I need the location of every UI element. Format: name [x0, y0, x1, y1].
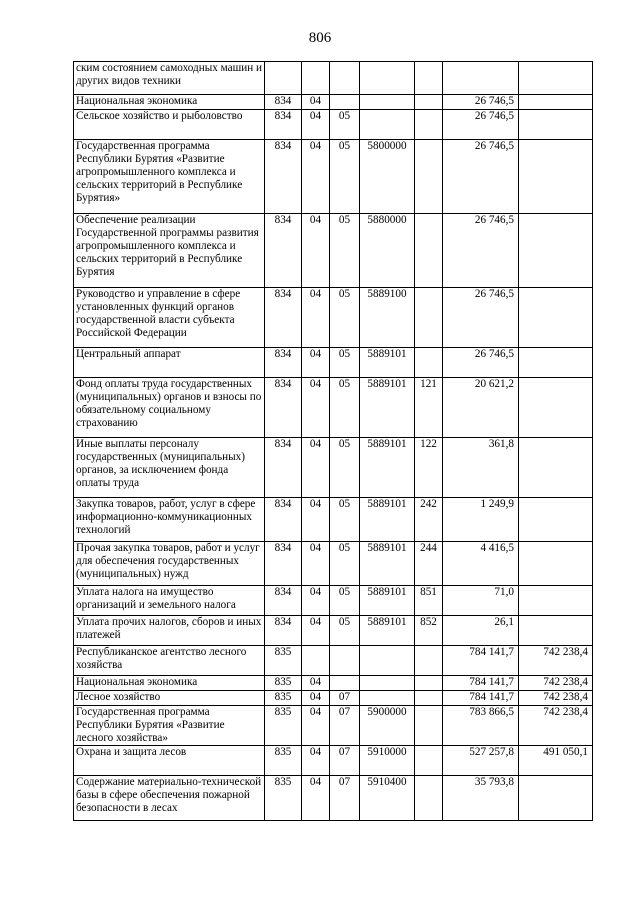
- cell-pr: 05: [330, 498, 360, 542]
- cell-sum-2: [519, 110, 593, 140]
- cell-rz: 04: [302, 288, 330, 348]
- table-row: [74, 646, 593, 676]
- cell-vr: [415, 746, 443, 776]
- cell-sum-2: 742 238,4: [519, 691, 593, 706]
- cell-ved: 835: [265, 691, 302, 706]
- cell-vr: 851: [415, 586, 443, 616]
- cell-name: Республиканское агентство лесного хозяйства: [74, 646, 265, 676]
- cell-vr: [415, 140, 443, 214]
- cell-name: Центральный аппарат: [74, 348, 265, 378]
- cell-ved: 835: [265, 706, 302, 746]
- cell-rz: 04: [302, 498, 330, 542]
- cell-rz: [302, 646, 330, 676]
- cell-ved: 835: [265, 676, 302, 691]
- cell-rz: 04: [302, 140, 330, 214]
- cell-ved: 834: [265, 498, 302, 542]
- cell-sum-2: 491 050,1: [519, 746, 593, 776]
- cell-ved: 834: [265, 214, 302, 288]
- cell-vr: [415, 348, 443, 378]
- cell-sum-2: [519, 95, 593, 110]
- cell-ved: 834: [265, 616, 302, 646]
- cell-vr: 242: [415, 498, 443, 542]
- table-row: [74, 62, 593, 95]
- cell-ved: 834: [265, 542, 302, 586]
- table-row: [74, 691, 593, 706]
- cell-sum-2: [519, 776, 593, 821]
- cell-sum-1: 26 746,5: [443, 348, 519, 378]
- cell-pr: 05: [330, 214, 360, 288]
- cell-csr: [360, 676, 415, 691]
- cell-rz: 04: [302, 676, 330, 691]
- cell-vr: 121: [415, 378, 443, 438]
- cell-rz: 04: [302, 586, 330, 616]
- cell-sum-2: [519, 62, 593, 95]
- cell-pr: 05: [330, 438, 360, 498]
- cell-vr: 852: [415, 616, 443, 646]
- cell-pr: 05: [330, 542, 360, 586]
- cell-csr: 5889101: [360, 438, 415, 498]
- cell-ved: 835: [265, 776, 302, 821]
- cell-pr: 05: [330, 140, 360, 214]
- cell-ved: 835: [265, 746, 302, 776]
- cell-csr: 5800000: [360, 140, 415, 214]
- cell-csr: 5889101: [360, 586, 415, 616]
- cell-pr: 05: [330, 348, 360, 378]
- cell-pr: 07: [330, 691, 360, 706]
- cell-csr: 5889101: [360, 542, 415, 586]
- cell-rz: 04: [302, 95, 330, 110]
- cell-csr: 5889101: [360, 616, 415, 646]
- cell-ved: 834: [265, 110, 302, 140]
- cell-name: Прочая закупка товаров, работ и услуг для обеспечения государственных (муниципальных) нужд: [74, 542, 265, 586]
- table-row: [74, 95, 593, 110]
- cell-rz: 04: [302, 542, 330, 586]
- cell-pr: [330, 95, 360, 110]
- cell-sum-2: 742 238,4: [519, 676, 593, 691]
- cell-name: Иные выплаты персоналу государственных (муниципальных) органов, за исключением фонда оплаты труда: [74, 438, 265, 498]
- cell-sum-1: 20 621,2: [443, 378, 519, 438]
- cell-csr: 5889101: [360, 348, 415, 378]
- cell-csr: 5910000: [360, 746, 415, 776]
- cell-sum-2: [519, 542, 593, 586]
- cell-name: Лесное хозяйство: [74, 691, 265, 706]
- cell-sum-2: [519, 378, 593, 438]
- cell-vr: 122: [415, 438, 443, 498]
- cell-sum-2: [519, 616, 593, 646]
- table-row: [74, 140, 593, 214]
- cell-vr: [415, 95, 443, 110]
- cell-pr: 05: [330, 110, 360, 140]
- table-row: [74, 288, 593, 348]
- cell-name: Обеспечение реализации Государственной программы развития агропромышленного комплекса и сельских территорий в Республике Бурятия: [74, 214, 265, 288]
- cell-sum-1: 527 257,8: [443, 746, 519, 776]
- cell-rz: 04: [302, 378, 330, 438]
- cell-sum-1: 26 746,5: [443, 95, 519, 110]
- cell-pr: [330, 646, 360, 676]
- cell-vr: [415, 676, 443, 691]
- cell-name: ским состоянием самоходных машин и других видов техники: [74, 62, 265, 95]
- cell-rz: 04: [302, 776, 330, 821]
- cell-name: Руководство и управление в сфере установленных функций органов государственной власти субъекта Российской Федерации: [74, 288, 265, 348]
- cell-sum-2: [519, 348, 593, 378]
- cell-csr: 5880000: [360, 214, 415, 288]
- table-row: [74, 676, 593, 691]
- cell-name: Сельское хозяйство и рыболовство: [74, 110, 265, 140]
- cell-sum-1: 26 746,5: [443, 214, 519, 288]
- cell-pr: 07: [330, 776, 360, 821]
- cell-rz: 04: [302, 214, 330, 288]
- cell-sum-1: 35 793,8: [443, 776, 519, 821]
- cell-sum-1: 783 866,5: [443, 706, 519, 746]
- table-row: [74, 348, 593, 378]
- cell-csr: 5889101: [360, 378, 415, 438]
- cell-vr: 244: [415, 542, 443, 586]
- cell-sum-2: [519, 438, 593, 498]
- cell-name: Закупка товаров, работ, услуг в сфере информационно-коммуникационных технологий: [74, 498, 265, 542]
- cell-csr: [360, 95, 415, 110]
- cell-vr: [415, 776, 443, 821]
- cell-name: Уплата прочих налогов, сборов и иных платежей: [74, 616, 265, 646]
- cell-vr: [415, 691, 443, 706]
- cell-csr: [360, 691, 415, 706]
- cell-name: Фонд оплаты труда государственных (муниципальных) органов и взносы по обязательному социальному страхованию: [74, 378, 265, 438]
- cell-sum-1: 784 141,7: [443, 676, 519, 691]
- cell-sum-2: [519, 288, 593, 348]
- cell-name: Национальная экономика: [74, 676, 265, 691]
- table-row: [74, 110, 593, 140]
- cell-sum-1: 784 141,7: [443, 646, 519, 676]
- cell-vr: [415, 288, 443, 348]
- cell-name: Содержание материально-технической базы в сфере обеспечения пожарной безопасности в лесах: [74, 776, 265, 821]
- cell-sum-1: [443, 62, 519, 95]
- cell-vr: [415, 214, 443, 288]
- cell-ved: 834: [265, 95, 302, 110]
- cell-name: Национальная экономика: [74, 95, 265, 110]
- cell-rz: [302, 62, 330, 95]
- cell-vr: [415, 62, 443, 95]
- cell-name: Государственная программа Республики Бурятия «Развитие агропромышленного комплекса и сельских территорий в Республике Бурятия»: [74, 140, 265, 214]
- cell-csr: 5910400: [360, 776, 415, 821]
- cell-csr: [360, 110, 415, 140]
- table-row: [74, 586, 593, 616]
- cell-name: Государственная программа Республики Бурятия «Развитие лесного хозяйства»: [74, 706, 265, 746]
- cell-csr: 5900000: [360, 706, 415, 746]
- cell-pr: [330, 676, 360, 691]
- cell-sum-1: 71,0: [443, 586, 519, 616]
- cell-sum-1: 784 141,7: [443, 691, 519, 706]
- cell-pr: 05: [330, 378, 360, 438]
- cell-csr: 5889100: [360, 288, 415, 348]
- cell-sum-2: [519, 140, 593, 214]
- cell-vr: [415, 706, 443, 746]
- cell-csr: 5889101: [360, 498, 415, 542]
- table-row: [74, 542, 593, 586]
- cell-sum-2: [519, 586, 593, 616]
- cell-pr: 05: [330, 288, 360, 348]
- cell-pr: 07: [330, 746, 360, 776]
- table-row: [74, 776, 593, 821]
- cell-rz: 04: [302, 438, 330, 498]
- cell-pr: 05: [330, 586, 360, 616]
- table-row: [74, 746, 593, 776]
- cell-ved: 834: [265, 288, 302, 348]
- cell-sum-1: 4 416,5: [443, 542, 519, 586]
- cell-sum-2: 742 238,4: [519, 706, 593, 746]
- cell-sum-1: 361,8: [443, 438, 519, 498]
- cell-vr: [415, 110, 443, 140]
- table-row: [74, 378, 593, 438]
- budget-table: [73, 61, 593, 821]
- cell-sum-2: [519, 498, 593, 542]
- cell-csr: [360, 62, 415, 95]
- table-row: [74, 438, 593, 498]
- cell-csr: [360, 646, 415, 676]
- cell-sum-1: 26 746,5: [443, 110, 519, 140]
- cell-sum-2: 742 238,4: [519, 646, 593, 676]
- cell-ved: 834: [265, 586, 302, 616]
- page-number: 806: [308, 30, 332, 46]
- cell-ved: 834: [265, 378, 302, 438]
- cell-rz: 04: [302, 691, 330, 706]
- cell-ved: 835: [265, 646, 302, 676]
- cell-pr: 05: [330, 616, 360, 646]
- cell-rz: 04: [302, 706, 330, 746]
- cell-name: Охрана и защита лесов: [74, 746, 265, 776]
- cell-rz: 04: [302, 348, 330, 378]
- cell-ved: 834: [265, 438, 302, 498]
- cell-ved: 834: [265, 348, 302, 378]
- cell-sum-1: 26,1: [443, 616, 519, 646]
- cell-rz: 04: [302, 110, 330, 140]
- cell-pr: [330, 62, 360, 95]
- cell-sum-1: 1 249,9: [443, 498, 519, 542]
- table-row: [74, 214, 593, 288]
- cell-rz: 04: [302, 616, 330, 646]
- cell-vr: [415, 646, 443, 676]
- cell-name: Уплата налога на имущество организаций и земельного налога: [74, 586, 265, 616]
- cell-ved: [265, 62, 302, 95]
- cell-sum-2: [519, 214, 593, 288]
- cell-sum-1: 26 746,5: [443, 140, 519, 214]
- cell-ved: 834: [265, 140, 302, 214]
- cell-pr: 07: [330, 706, 360, 746]
- cell-rz: 04: [302, 746, 330, 776]
- table-row: [74, 706, 593, 746]
- table-row: [74, 616, 593, 646]
- table-row: [74, 498, 593, 542]
- cell-sum-1: 26 746,5: [443, 288, 519, 348]
